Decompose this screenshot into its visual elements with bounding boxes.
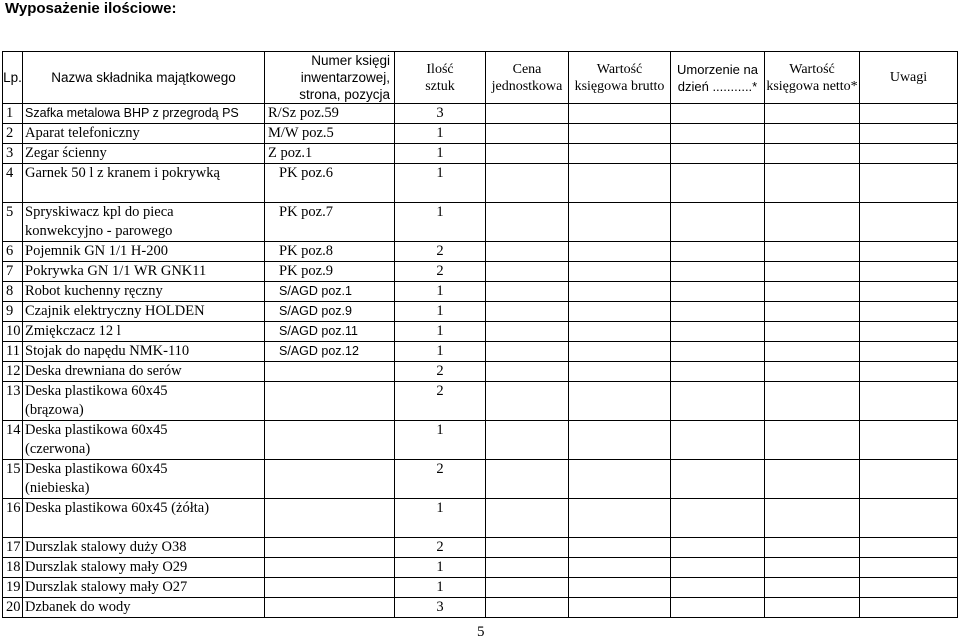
- cell-net-value: [765, 382, 860, 421]
- cell-lp: 5: [3, 203, 23, 242]
- cell-lp: 11: [3, 342, 23, 362]
- cell-inventory: [265, 598, 395, 618]
- cell-gross-value: [569, 164, 671, 203]
- cell-gross-value: [569, 382, 671, 421]
- table-row: [3, 538, 958, 558]
- cell-depreciation: [671, 302, 765, 322]
- cell-name: Czajnik elektryczny HOLDEN: [23, 302, 265, 322]
- table-row: [3, 578, 958, 598]
- cell-gross-value: [569, 362, 671, 382]
- cell-quantity: 2: [395, 242, 486, 262]
- cell-net-value: [765, 538, 860, 558]
- cell-net-value: [765, 362, 860, 382]
- cell-unit-price: [486, 262, 569, 282]
- cell-name: Deska plastikowa 60x45 (brązowa): [23, 382, 265, 421]
- cell-lp: 13: [3, 382, 23, 421]
- page-number: 5: [477, 624, 485, 640]
- cell-lp: 9: [3, 302, 23, 322]
- cell-notes: [860, 203, 958, 242]
- cell-unit-price: [486, 322, 569, 342]
- cell-notes: [860, 362, 958, 382]
- cell-depreciation: [671, 460, 765, 499]
- cell-name: Deska drewniana do serów: [23, 362, 265, 382]
- table-row: [3, 144, 958, 164]
- table-row: [3, 499, 958, 538]
- cell-notes: [860, 598, 958, 618]
- cell-lp: 15: [3, 460, 23, 499]
- cell-unit-price: [486, 362, 569, 382]
- cell-inventory: R/Sz poz.59: [265, 104, 395, 124]
- table-row: [3, 164, 958, 203]
- cell-gross-value: [569, 262, 671, 282]
- cell-depreciation: [671, 104, 765, 124]
- cell-net-value: [765, 460, 860, 499]
- cell-depreciation: [671, 124, 765, 144]
- cell-lp: 17: [3, 538, 23, 558]
- cell-name: Deska plastikowa 60x45 (niebieska): [23, 460, 265, 499]
- cell-lp: 19: [3, 578, 23, 598]
- table-row: [3, 362, 958, 382]
- cell-notes: [860, 262, 958, 282]
- cell-depreciation: [671, 598, 765, 618]
- cell-inventory: S/AGD poz.11: [265, 322, 395, 342]
- cell-lp: 4: [3, 164, 23, 203]
- cell-lp: 10: [3, 322, 23, 342]
- cell-net-value: [765, 282, 860, 302]
- cell-name: Pokrywka GN 1/1 WR GNK11: [23, 262, 265, 282]
- cell-notes: [860, 578, 958, 598]
- cell-inventory: S/AGD poz.12: [265, 342, 395, 362]
- table-row: [3, 104, 958, 124]
- cell-depreciation: [671, 242, 765, 262]
- cell-quantity: 1: [395, 302, 486, 322]
- cell-inventory: [265, 421, 395, 460]
- table-row: [3, 421, 958, 460]
- cell-notes: [860, 382, 958, 421]
- cell-name: Deska plastikowa 60x45 (żółta): [23, 499, 265, 538]
- cell-quantity: 1: [395, 421, 486, 460]
- cell-lp: 6: [3, 242, 23, 262]
- cell-depreciation: [671, 262, 765, 282]
- cell-unit-price: [486, 342, 569, 362]
- cell-name: Stojak do napędu NMK-110: [23, 342, 265, 362]
- cell-name: Szafka metalowa BHP z przegrodą PS: [23, 104, 265, 124]
- cell-unit-price: [486, 558, 569, 578]
- column-header-notes: Uwagi: [860, 52, 958, 104]
- cell-depreciation: [671, 421, 765, 460]
- cell-inventory: M/W poz.5: [265, 124, 395, 144]
- table-row: [3, 302, 958, 322]
- cell-unit-price: [486, 282, 569, 302]
- cell-name: Spryskiwacz kpl do pieca konwekcyjno - parowego: [23, 203, 265, 242]
- cell-quantity: 1: [395, 558, 486, 578]
- cell-unit-price: [486, 203, 569, 242]
- cell-net-value: [765, 302, 860, 322]
- cell-name: Pojemnik GN 1/1 H-200: [23, 242, 265, 262]
- cell-name: Dzbanek do wody: [23, 598, 265, 618]
- cell-unit-price: [486, 598, 569, 618]
- cell-notes: [860, 342, 958, 362]
- cell-inventory: S/AGD poz.9: [265, 302, 395, 322]
- cell-net-value: [765, 262, 860, 282]
- cell-unit-price: [486, 104, 569, 124]
- cell-quantity: 1: [395, 282, 486, 302]
- cell-quantity: 3: [395, 104, 486, 124]
- cell-gross-value: [569, 322, 671, 342]
- cell-notes: [860, 124, 958, 144]
- cell-gross-value: [569, 124, 671, 144]
- cell-notes: [860, 460, 958, 499]
- cell-unit-price: [486, 460, 569, 499]
- cell-quantity: 3: [395, 598, 486, 618]
- cell-net-value: [765, 164, 860, 203]
- cell-inventory: Z poz.1: [265, 144, 395, 164]
- column-header-net-value: Wartość księgowa netto*: [765, 52, 860, 104]
- cell-gross-value: [569, 460, 671, 499]
- table-row: [3, 282, 958, 302]
- column-header-depreciation: Umorzenie na dzień ...........*: [671, 52, 765, 104]
- cell-notes: [860, 104, 958, 124]
- cell-notes: [860, 282, 958, 302]
- cell-quantity: 2: [395, 538, 486, 558]
- cell-inventory: PK poz.9: [265, 262, 395, 282]
- cell-inventory: [265, 499, 395, 538]
- cell-unit-price: [486, 164, 569, 203]
- cell-lp: 7: [3, 262, 23, 282]
- cell-depreciation: [671, 282, 765, 302]
- table-row: [3, 203, 958, 242]
- cell-unit-price: [486, 538, 569, 558]
- cell-notes: [860, 322, 958, 342]
- cell-depreciation: [671, 538, 765, 558]
- cell-depreciation: [671, 203, 765, 242]
- cell-unit-price: [486, 124, 569, 144]
- cell-net-value: [765, 421, 860, 460]
- cell-quantity: 1: [395, 124, 486, 144]
- cell-inventory: [265, 362, 395, 382]
- cell-gross-value: [569, 578, 671, 598]
- cell-name: Robot kuchenny ręczny: [23, 282, 265, 302]
- cell-quantity: 2: [395, 382, 486, 421]
- cell-name: Deska plastikowa 60x45 (czerwona): [23, 421, 265, 460]
- cell-inventory: [265, 578, 395, 598]
- column-header-quantity: Ilość sztuk: [395, 52, 486, 104]
- cell-gross-value: [569, 421, 671, 460]
- cell-lp: 18: [3, 558, 23, 578]
- cell-quantity: 1: [395, 203, 486, 242]
- table-row: [3, 124, 958, 144]
- cell-gross-value: [569, 104, 671, 124]
- cell-gross-value: [569, 598, 671, 618]
- cell-notes: [860, 302, 958, 322]
- cell-gross-value: [569, 282, 671, 302]
- cell-name: Zmiękczacz 12 l: [23, 322, 265, 342]
- column-header-lp: Lp.: [3, 52, 23, 104]
- cell-depreciation: [671, 558, 765, 578]
- cell-net-value: [765, 342, 860, 362]
- cell-gross-value: [569, 302, 671, 322]
- cell-name: Durszlak stalowy mały O27: [23, 578, 265, 598]
- cell-name: Durszlak stalowy mały O29: [23, 558, 265, 578]
- cell-unit-price: [486, 144, 569, 164]
- table-row: [3, 598, 958, 618]
- equipment-table: [2, 51, 958, 618]
- cell-lp: 12: [3, 362, 23, 382]
- cell-inventory: PK poz.8: [265, 242, 395, 262]
- cell-depreciation: [671, 499, 765, 538]
- cell-net-value: [765, 124, 860, 144]
- cell-net-value: [765, 322, 860, 342]
- cell-net-value: [765, 499, 860, 538]
- cell-quantity: 2: [395, 362, 486, 382]
- cell-net-value: [765, 598, 860, 618]
- cell-gross-value: [569, 342, 671, 362]
- table-row: [3, 262, 958, 282]
- table-row: [3, 242, 958, 262]
- cell-quantity: 1: [395, 164, 486, 203]
- cell-gross-value: [569, 242, 671, 262]
- cell-inventory: S/AGD poz.1: [265, 282, 395, 302]
- cell-unit-price: [486, 421, 569, 460]
- cell-unit-price: [486, 382, 569, 421]
- cell-notes: [860, 144, 958, 164]
- table-row: [3, 342, 958, 362]
- table-row: [3, 558, 958, 578]
- column-header-inventory: Numer księgi inwentarzowej, strona, pozycja: [265, 52, 395, 104]
- cell-inventory: [265, 538, 395, 558]
- cell-inventory: [265, 382, 395, 421]
- cell-notes: [860, 558, 958, 578]
- table-header-row: [3, 52, 958, 104]
- cell-unit-price: [486, 242, 569, 262]
- cell-gross-value: [569, 558, 671, 578]
- cell-notes: [860, 421, 958, 460]
- cell-lp: 1: [3, 104, 23, 124]
- cell-quantity: 1: [395, 322, 486, 342]
- cell-depreciation: [671, 382, 765, 421]
- cell-notes: [860, 499, 958, 538]
- cell-net-value: [765, 104, 860, 124]
- cell-gross-value: [569, 203, 671, 242]
- cell-inventory: [265, 460, 395, 499]
- cell-quantity: 1: [395, 144, 486, 164]
- cell-depreciation: [671, 362, 765, 382]
- cell-net-value: [765, 242, 860, 262]
- column-header-unit-price: Cena jednostkowa: [486, 52, 569, 104]
- cell-notes: [860, 242, 958, 262]
- cell-gross-value: [569, 144, 671, 164]
- column-header-gross-value: Wartość księgowa brutto: [569, 52, 671, 104]
- column-header-name: Nazwa składnika majątkowego: [23, 52, 265, 104]
- cell-notes: [860, 164, 958, 203]
- table-row: [3, 460, 958, 499]
- cell-depreciation: [671, 164, 765, 203]
- cell-net-value: [765, 203, 860, 242]
- cell-lp: 16: [3, 499, 23, 538]
- cell-net-value: [765, 558, 860, 578]
- cell-name: Zegar ścienny: [23, 144, 265, 164]
- cell-name: Garnek 50 l z kranem i pokrywką: [23, 164, 265, 203]
- cell-quantity: 2: [395, 460, 486, 499]
- cell-lp: 14: [3, 421, 23, 460]
- cell-depreciation: [671, 342, 765, 362]
- cell-quantity: 1: [395, 342, 486, 362]
- cell-lp: 3: [3, 144, 23, 164]
- table-row: [3, 322, 958, 342]
- table-row: [3, 382, 958, 421]
- cell-lp: 20: [3, 598, 23, 618]
- cell-unit-price: [486, 302, 569, 322]
- cell-unit-price: [486, 499, 569, 538]
- cell-quantity: 2: [395, 262, 486, 282]
- cell-quantity: 1: [395, 578, 486, 598]
- cell-net-value: [765, 144, 860, 164]
- cell-lp: 8: [3, 282, 23, 302]
- cell-gross-value: [569, 499, 671, 538]
- cell-net-value: [765, 578, 860, 598]
- cell-depreciation: [671, 144, 765, 164]
- page-heading: Wyposażenie ilościowe:: [5, 0, 177, 17]
- cell-unit-price: [486, 578, 569, 598]
- cell-inventory: PK poz.6: [265, 164, 395, 203]
- cell-depreciation: [671, 322, 765, 342]
- cell-depreciation: [671, 578, 765, 598]
- cell-quantity: 1: [395, 499, 486, 538]
- cell-notes: [860, 538, 958, 558]
- cell-lp: 2: [3, 124, 23, 144]
- cell-gross-value: [569, 538, 671, 558]
- cell-name: Aparat telefoniczny: [23, 124, 265, 144]
- cell-name: Durszlak stalowy duży O38: [23, 538, 265, 558]
- cell-inventory: [265, 558, 395, 578]
- cell-inventory: PK poz.7: [265, 203, 395, 242]
